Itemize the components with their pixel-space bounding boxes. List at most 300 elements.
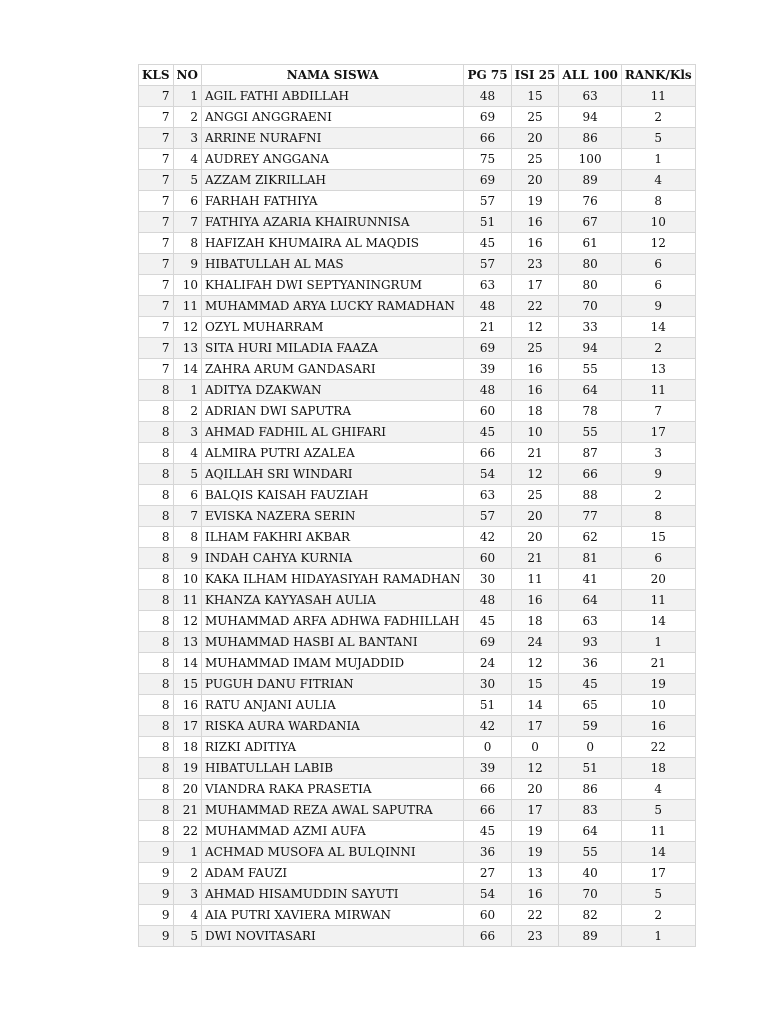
- cell-pg: 57: [464, 191, 511, 212]
- cell-rank: 20: [621, 569, 695, 590]
- cell-no: 6: [173, 191, 201, 212]
- cell-all: 64: [559, 821, 621, 842]
- header-isi-25: ISI 25: [511, 65, 559, 86]
- cell-isi: 19: [511, 821, 559, 842]
- cell-all: 94: [559, 107, 621, 128]
- cell-nama-siswa: MUHAMMAD IMAM MUJADDID: [201, 653, 464, 674]
- cell-no: 1: [173, 842, 201, 863]
- cell-pg: 45: [464, 422, 511, 443]
- cell-pg: 51: [464, 695, 511, 716]
- table-row: [139, 779, 696, 800]
- cell-pg: 75: [464, 149, 511, 170]
- table-row: [139, 716, 696, 737]
- cell-no: 9: [173, 254, 201, 275]
- table-row: [139, 821, 696, 842]
- cell-rank: 13: [621, 359, 695, 380]
- table-row: [139, 884, 696, 905]
- cell-kls: 7: [139, 296, 174, 317]
- table-row: [139, 317, 696, 338]
- cell-rank: 1: [621, 926, 695, 947]
- table-row: [139, 296, 696, 317]
- cell-kls: 8: [139, 422, 174, 443]
- cell-kls: 8: [139, 632, 174, 653]
- cell-isi: 20: [511, 506, 559, 527]
- cell-pg: 0: [464, 737, 511, 758]
- cell-all: 66: [559, 464, 621, 485]
- cell-nama-siswa: ACHMAD MUSOFA AL BULQINNI: [201, 842, 464, 863]
- cell-isi: 13: [511, 863, 559, 884]
- cell-pg: 69: [464, 338, 511, 359]
- cell-isi: 10: [511, 422, 559, 443]
- table-row: [139, 170, 696, 191]
- cell-nama-siswa: VIANDRA RAKA PRASETIA: [201, 779, 464, 800]
- cell-kls: 8: [139, 569, 174, 590]
- cell-rank: 5: [621, 800, 695, 821]
- cell-rank: 21: [621, 653, 695, 674]
- cell-kls: 7: [139, 233, 174, 254]
- cell-kls: 8: [139, 506, 174, 527]
- cell-isi: 16: [511, 380, 559, 401]
- cell-isi: 22: [511, 296, 559, 317]
- cell-isi: 16: [511, 359, 559, 380]
- header-no: NO: [173, 65, 201, 86]
- cell-nama-siswa: INDAH CAHYA KURNIA: [201, 548, 464, 569]
- cell-no: 18: [173, 737, 201, 758]
- cell-isi: 0: [511, 737, 559, 758]
- cell-kls: 8: [139, 779, 174, 800]
- table-row: [139, 674, 696, 695]
- table-row: [139, 842, 696, 863]
- cell-no: 21: [173, 800, 201, 821]
- cell-no: 4: [173, 149, 201, 170]
- cell-rank: 16: [621, 716, 695, 737]
- cell-no: 14: [173, 653, 201, 674]
- cell-pg: 21: [464, 317, 511, 338]
- cell-pg: 48: [464, 590, 511, 611]
- cell-isi: 20: [511, 527, 559, 548]
- cell-kls: 8: [139, 527, 174, 548]
- cell-nama-siswa: RATU ANJANI AULIA: [201, 695, 464, 716]
- cell-no: 16: [173, 695, 201, 716]
- cell-rank: 11: [621, 590, 695, 611]
- cell-rank: 10: [621, 695, 695, 716]
- table-row: [139, 653, 696, 674]
- cell-nama-siswa: HIBATULLAH LABIB: [201, 758, 464, 779]
- cell-kls: 7: [139, 338, 174, 359]
- score-table: [138, 64, 696, 947]
- table-row: [139, 506, 696, 527]
- cell-nama-siswa: SITA HURI MILADIA FAAZA: [201, 338, 464, 359]
- cell-no: 4: [173, 905, 201, 926]
- table-row: [139, 863, 696, 884]
- cell-rank: 17: [621, 422, 695, 443]
- cell-isi: 25: [511, 338, 559, 359]
- cell-kls: 8: [139, 737, 174, 758]
- cell-nama-siswa: ZAHRA ARUM GANDASARI: [201, 359, 464, 380]
- cell-all: 94: [559, 338, 621, 359]
- cell-no: 14: [173, 359, 201, 380]
- cell-no: 15: [173, 674, 201, 695]
- cell-nama-siswa: KHALIFAH DWI SEPTYANINGRUM: [201, 275, 464, 296]
- cell-kls: 8: [139, 464, 174, 485]
- cell-pg: 60: [464, 548, 511, 569]
- cell-all: 64: [559, 380, 621, 401]
- cell-isi: 17: [511, 275, 559, 296]
- cell-kls: 7: [139, 254, 174, 275]
- cell-kls: 8: [139, 695, 174, 716]
- header-kls: KLS: [139, 65, 174, 86]
- table-row: [139, 359, 696, 380]
- cell-isi: 16: [511, 884, 559, 905]
- cell-all: 80: [559, 254, 621, 275]
- cell-kls: 9: [139, 842, 174, 863]
- cell-rank: 11: [621, 821, 695, 842]
- cell-pg: 39: [464, 758, 511, 779]
- cell-kls: 8: [139, 443, 174, 464]
- table-row: [139, 569, 696, 590]
- cell-kls: 7: [139, 107, 174, 128]
- cell-kls: 9: [139, 863, 174, 884]
- cell-no: 12: [173, 317, 201, 338]
- cell-isi: 21: [511, 548, 559, 569]
- cell-no: 11: [173, 296, 201, 317]
- cell-pg: 66: [464, 800, 511, 821]
- cell-isi: 23: [511, 926, 559, 947]
- cell-pg: 69: [464, 632, 511, 653]
- cell-all: 55: [559, 359, 621, 380]
- cell-rank: 9: [621, 464, 695, 485]
- cell-kls: 8: [139, 674, 174, 695]
- cell-no: 17: [173, 716, 201, 737]
- table-row: [139, 695, 696, 716]
- cell-isi: 17: [511, 800, 559, 821]
- cell-rank: 2: [621, 107, 695, 128]
- cell-all: 76: [559, 191, 621, 212]
- cell-nama-siswa: AHMAD HISAMUDDIN SAYUTI: [201, 884, 464, 905]
- table-row: [139, 107, 696, 128]
- table-row: [139, 380, 696, 401]
- cell-all: 89: [559, 926, 621, 947]
- cell-nama-siswa: DWI NOVITASARI: [201, 926, 464, 947]
- cell-rank: 5: [621, 884, 695, 905]
- cell-all: 82: [559, 905, 621, 926]
- cell-all: 88: [559, 485, 621, 506]
- cell-rank: 15: [621, 527, 695, 548]
- cell-rank: 12: [621, 233, 695, 254]
- table-row: [139, 758, 696, 779]
- cell-pg: 54: [464, 884, 511, 905]
- cell-rank: 18: [621, 758, 695, 779]
- cell-isi: 22: [511, 905, 559, 926]
- cell-nama-siswa: FATHIYA AZARIA KHAIRUNNISA: [201, 212, 464, 233]
- cell-kls: 8: [139, 758, 174, 779]
- cell-nama-siswa: KHANZA KAYYASAH AULIA: [201, 590, 464, 611]
- cell-all: 64: [559, 590, 621, 611]
- cell-nama-siswa: BALQIS KAISAH FAUZIAH: [201, 485, 464, 506]
- table-row: [139, 548, 696, 569]
- cell-all: 63: [559, 611, 621, 632]
- cell-all: 0: [559, 737, 621, 758]
- cell-kls: 8: [139, 821, 174, 842]
- cell-nama-siswa: RIZKI ADITIYA: [201, 737, 464, 758]
- table-row: [139, 233, 696, 254]
- cell-kls: 7: [139, 191, 174, 212]
- cell-rank: 19: [621, 674, 695, 695]
- table-body: [139, 86, 696, 947]
- cell-no: 1: [173, 86, 201, 107]
- table-row: [139, 254, 696, 275]
- cell-all: 67: [559, 212, 621, 233]
- cell-nama-siswa: ADAM FAUZI: [201, 863, 464, 884]
- header-nama-siswa: NAMA SISWA: [201, 65, 464, 86]
- cell-all: 55: [559, 422, 621, 443]
- cell-all: 59: [559, 716, 621, 737]
- cell-kls: 9: [139, 926, 174, 947]
- cell-nama-siswa: ADRIAN DWI SAPUTRA: [201, 401, 464, 422]
- cell-nama-siswa: EVISKA NAZERA SERIN: [201, 506, 464, 527]
- table-row: [139, 128, 696, 149]
- cell-nama-siswa: AUDREY ANGGANA: [201, 149, 464, 170]
- cell-isi: 24: [511, 632, 559, 653]
- cell-no: 13: [173, 632, 201, 653]
- cell-rank: 3: [621, 443, 695, 464]
- table-row: [139, 443, 696, 464]
- cell-pg: 30: [464, 674, 511, 695]
- cell-kls: 8: [139, 611, 174, 632]
- table-row: [139, 149, 696, 170]
- cell-rank: 11: [621, 380, 695, 401]
- cell-nama-siswa: MUHAMMAD ARYA LUCKY RAMADHAN: [201, 296, 464, 317]
- cell-nama-siswa: MUHAMMAD AZMI AUFA: [201, 821, 464, 842]
- cell-no: 5: [173, 170, 201, 191]
- cell-pg: 45: [464, 611, 511, 632]
- cell-pg: 66: [464, 128, 511, 149]
- cell-kls: 7: [139, 170, 174, 191]
- cell-isi: 17: [511, 716, 559, 737]
- cell-kls: 8: [139, 653, 174, 674]
- cell-kls: 9: [139, 905, 174, 926]
- cell-kls: 7: [139, 128, 174, 149]
- cell-rank: 11: [621, 86, 695, 107]
- table-row: [139, 926, 696, 947]
- cell-rank: 2: [621, 905, 695, 926]
- cell-pg: 48: [464, 296, 511, 317]
- cell-kls: 7: [139, 317, 174, 338]
- cell-isi: 25: [511, 149, 559, 170]
- cell-no: 4: [173, 443, 201, 464]
- cell-no: 10: [173, 275, 201, 296]
- cell-no: 22: [173, 821, 201, 842]
- cell-nama-siswa: FARHAH FATHIYA: [201, 191, 464, 212]
- cell-rank: 8: [621, 191, 695, 212]
- cell-no: 10: [173, 569, 201, 590]
- cell-all: 78: [559, 401, 621, 422]
- cell-pg: 66: [464, 926, 511, 947]
- cell-nama-siswa: MUHAMMAD REZA AWAL SAPUTRA: [201, 800, 464, 821]
- table-row: [139, 191, 696, 212]
- cell-pg: 48: [464, 380, 511, 401]
- cell-pg: 24: [464, 653, 511, 674]
- cell-pg: 48: [464, 86, 511, 107]
- table-row: [139, 401, 696, 422]
- cell-all: 89: [559, 170, 621, 191]
- header-all-100: ALL 100: [559, 65, 621, 86]
- cell-no: 3: [173, 422, 201, 443]
- cell-isi: 20: [511, 170, 559, 191]
- cell-no: 3: [173, 128, 201, 149]
- cell-no: 12: [173, 611, 201, 632]
- table-row: [139, 275, 696, 296]
- cell-rank: 8: [621, 506, 695, 527]
- cell-kls: 9: [139, 884, 174, 905]
- cell-all: 45: [559, 674, 621, 695]
- cell-no: 2: [173, 107, 201, 128]
- cell-all: 86: [559, 128, 621, 149]
- cell-pg: 45: [464, 233, 511, 254]
- cell-isi: 25: [511, 107, 559, 128]
- cell-kls: 8: [139, 485, 174, 506]
- cell-isi: 25: [511, 485, 559, 506]
- cell-all: 62: [559, 527, 621, 548]
- cell-all: 40: [559, 863, 621, 884]
- cell-rank: 4: [621, 779, 695, 800]
- cell-no: 13: [173, 338, 201, 359]
- cell-all: 70: [559, 884, 621, 905]
- cell-no: 1: [173, 380, 201, 401]
- cell-nama-siswa: AIA PUTRI XAVIERA MIRWAN: [201, 905, 464, 926]
- cell-kls: 8: [139, 380, 174, 401]
- cell-pg: 57: [464, 506, 511, 527]
- table-row: [139, 464, 696, 485]
- cell-isi: 18: [511, 611, 559, 632]
- cell-isi: 16: [511, 212, 559, 233]
- cell-kls: 7: [139, 149, 174, 170]
- cell-pg: 42: [464, 527, 511, 548]
- cell-nama-siswa: MUHAMMAD ARFA ADHWA FADHILLAH: [201, 611, 464, 632]
- cell-no: 6: [173, 485, 201, 506]
- cell-all: 36: [559, 653, 621, 674]
- cell-nama-siswa: MUHAMMAD HASBI AL BANTANI: [201, 632, 464, 653]
- cell-nama-siswa: ALMIRA PUTRI AZALEA: [201, 443, 464, 464]
- cell-rank: 6: [621, 275, 695, 296]
- cell-pg: 51: [464, 212, 511, 233]
- cell-no: 2: [173, 863, 201, 884]
- cell-isi: 15: [511, 86, 559, 107]
- cell-rank: 14: [621, 842, 695, 863]
- cell-all: 93: [559, 632, 621, 653]
- cell-rank: 4: [621, 170, 695, 191]
- cell-kls: 8: [139, 800, 174, 821]
- cell-all: 61: [559, 233, 621, 254]
- cell-kls: 8: [139, 590, 174, 611]
- cell-all: 100: [559, 149, 621, 170]
- cell-no: 7: [173, 506, 201, 527]
- cell-rank: 2: [621, 485, 695, 506]
- cell-rank: 1: [621, 149, 695, 170]
- cell-kls: 8: [139, 716, 174, 737]
- header-pg-75: PG 75: [464, 65, 511, 86]
- table-row: [139, 590, 696, 611]
- cell-pg: 66: [464, 779, 511, 800]
- cell-isi: 12: [511, 464, 559, 485]
- cell-isi: 14: [511, 695, 559, 716]
- table-row: [139, 212, 696, 233]
- cell-all: 65: [559, 695, 621, 716]
- cell-no: 11: [173, 590, 201, 611]
- table-row: [139, 905, 696, 926]
- cell-rank: 2: [621, 338, 695, 359]
- cell-kls: 7: [139, 275, 174, 296]
- cell-kls: 7: [139, 359, 174, 380]
- cell-rank: 5: [621, 128, 695, 149]
- cell-no: 9: [173, 548, 201, 569]
- table-row: [139, 485, 696, 506]
- cell-pg: 63: [464, 485, 511, 506]
- cell-all: 80: [559, 275, 621, 296]
- cell-nama-siswa: HIBATULLAH AL MAS: [201, 254, 464, 275]
- cell-rank: 6: [621, 548, 695, 569]
- table-header-row: [139, 65, 696, 86]
- cell-no: 3: [173, 884, 201, 905]
- cell-rank: 22: [621, 737, 695, 758]
- cell-no: 8: [173, 527, 201, 548]
- cell-isi: 12: [511, 653, 559, 674]
- cell-no: 5: [173, 926, 201, 947]
- cell-pg: 39: [464, 359, 511, 380]
- cell-isi: 19: [511, 191, 559, 212]
- cell-nama-siswa: AHMAD FADHIL AL GHIFARI: [201, 422, 464, 443]
- cell-nama-siswa: AQILLAH SRI WINDARI: [201, 464, 464, 485]
- cell-isi: 16: [511, 590, 559, 611]
- cell-nama-siswa: AGIL FATHI ABDILLAH: [201, 86, 464, 107]
- table-row: [139, 527, 696, 548]
- cell-pg: 36: [464, 842, 511, 863]
- cell-pg: 45: [464, 821, 511, 842]
- cell-all: 86: [559, 779, 621, 800]
- cell-kls: 8: [139, 401, 174, 422]
- cell-no: 8: [173, 233, 201, 254]
- table-row: [139, 800, 696, 821]
- cell-pg: 27: [464, 863, 511, 884]
- cell-all: 87: [559, 443, 621, 464]
- cell-pg: 54: [464, 464, 511, 485]
- cell-all: 83: [559, 800, 621, 821]
- table-row: [139, 86, 696, 107]
- cell-pg: 30: [464, 569, 511, 590]
- cell-nama-siswa: OZYL MUHARRAM: [201, 317, 464, 338]
- cell-no: 19: [173, 758, 201, 779]
- cell-rank: 17: [621, 863, 695, 884]
- cell-pg: 66: [464, 443, 511, 464]
- cell-nama-siswa: RISKA AURA WARDANIA: [201, 716, 464, 737]
- cell-nama-siswa: ADITYA DZAKWAN: [201, 380, 464, 401]
- cell-no: 5: [173, 464, 201, 485]
- table-row: [139, 422, 696, 443]
- cell-kls: 7: [139, 86, 174, 107]
- cell-rank: 14: [621, 611, 695, 632]
- table-row: [139, 611, 696, 632]
- cell-pg: 60: [464, 401, 511, 422]
- cell-isi: 19: [511, 842, 559, 863]
- cell-rank: 6: [621, 254, 695, 275]
- cell-all: 51: [559, 758, 621, 779]
- cell-isi: 12: [511, 758, 559, 779]
- cell-nama-siswa: PUGUH DANU FITRIAN: [201, 674, 464, 695]
- cell-rank: 9: [621, 296, 695, 317]
- cell-isi: 21: [511, 443, 559, 464]
- cell-nama-siswa: AZZAM ZIKRILLAH: [201, 170, 464, 191]
- cell-rank: 1: [621, 632, 695, 653]
